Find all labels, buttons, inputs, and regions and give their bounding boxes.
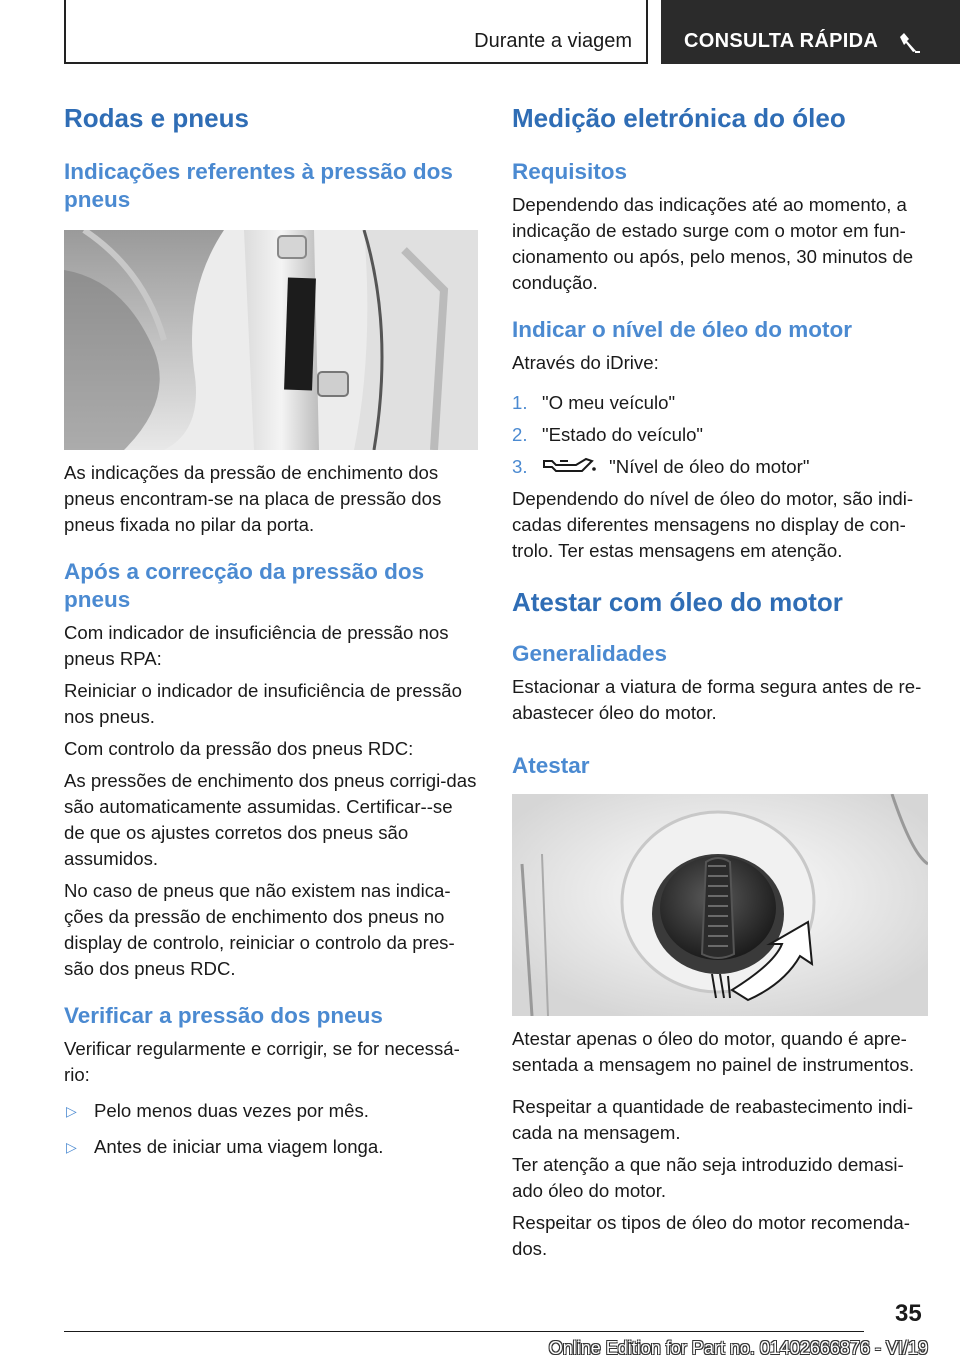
after-correction-p3: Com controlo da pressão dos pneus RDC: bbox=[64, 738, 414, 759]
footer-divider bbox=[64, 1331, 864, 1332]
heading-check-pressure: Verificar a pressão dos pneus bbox=[64, 1003, 383, 1028]
step-item bbox=[512, 422, 928, 448]
heading-after-correction: Após a correcção da pressão dos pneus bbox=[64, 559, 425, 612]
heading-oil-measurement: Medição eletrónica do óleo bbox=[512, 103, 846, 133]
oil-level-text: Dependendo do nível de óleo do motor, são indi-cadas diferentes mensagens no display de con-trolo. Ter estas mensagens em atenção. bbox=[512, 488, 914, 561]
triangle-bullet-icon: ▷ bbox=[66, 1103, 77, 1119]
quick-reference-icon bbox=[897, 30, 923, 56]
pressure-indications-text: As indicações da pressão de enchimento dos pneus encontram-se na placa de pressão dos pneus fixada no pilar da porta. bbox=[64, 462, 442, 535]
fill-p2: Respeitar a quantidade de reabastecimento indi-cada na mensagem. bbox=[512, 1096, 914, 1143]
step-number: 2. bbox=[512, 424, 528, 445]
heading-tyres: Rodas e pneus bbox=[64, 103, 249, 133]
page-number: 35 bbox=[895, 1300, 922, 1327]
after-correction-p2: Reiniciar o indicador de insuficiência de pressão nos pneus. bbox=[64, 680, 462, 727]
heading-requirements: Requisitos bbox=[512, 159, 628, 184]
oil-filler-cap-photo bbox=[512, 794, 928, 1016]
heading-general: Generalidades bbox=[512, 641, 668, 666]
oil-can-icon bbox=[542, 455, 598, 477]
heading-show-oil-level: Indicar o nível de óleo do motor bbox=[512, 317, 853, 342]
header-quick-reference-tab bbox=[661, 0, 960, 64]
fill-p4: Respeitar os tipos de óleo do motor recomenda-dos. bbox=[512, 1212, 910, 1259]
general-text: Estacionar a viatura de forma segura antes de re-abastecer óleo do motor. bbox=[512, 676, 922, 723]
heading-pressure-indications: Indicações referentes à pressão dos pneus bbox=[64, 159, 453, 212]
after-correction-p5: No caso de pneus que não existem nas indica-ções da pressão de enchimento dos pneus no display de controlo, reiniciar o controlo da pres-são dos pneus RDC. bbox=[64, 880, 455, 979]
header-quick-label: CONSULTA RÁPIDA bbox=[684, 30, 879, 52]
header-section-tab bbox=[64, 0, 648, 64]
door-pillar-photo bbox=[64, 230, 478, 450]
after-correction-p1: Com indicador de insuficiência de pressão nos pneus RPA: bbox=[64, 622, 449, 669]
right-column bbox=[512, 100, 928, 1262]
step-item bbox=[512, 454, 928, 480]
step-text: "Nível de óleo do motor" bbox=[609, 456, 810, 477]
step-number: 1. bbox=[512, 392, 528, 413]
fill-p3: Ter atenção a que não seja introduzido demasi-ado óleo do motor. bbox=[512, 1154, 904, 1201]
triangle-bullet-icon: ▷ bbox=[66, 1139, 77, 1155]
left-column bbox=[64, 100, 478, 1160]
heading-fill: Atestar bbox=[512, 753, 590, 778]
fill-p1: Atestar apenas o óleo do motor, quando é apre-sentada a mensagem no painel de instrumentos. bbox=[512, 1028, 915, 1075]
step-text: "Estado do veículo" bbox=[542, 424, 704, 445]
heading-top-up-oil: Atestar com óleo do motor bbox=[512, 587, 843, 617]
list-item bbox=[64, 1134, 478, 1160]
after-correction-p4: As pressões de enchimento dos pneus corrigi-das são automaticamente assumidas. Certificar--se de que os ajustes corretos dos pneus são assumidos. bbox=[64, 770, 477, 869]
step-number: 3. bbox=[512, 456, 528, 477]
header-section-label: Durante a viagem bbox=[474, 30, 632, 52]
check-pressure-text: Verificar regularmente e corrigir, se for necessá-rio: bbox=[64, 1038, 460, 1085]
step-item bbox=[512, 390, 928, 416]
online-edition-text: Online Edition for Part no. 01402666876 - VI/19 bbox=[548, 1338, 928, 1358]
step-text: "O meu veículo" bbox=[542, 392, 676, 413]
list-item-text: Pelo menos duas vezes por mês. bbox=[94, 1100, 369, 1121]
requirements-text: Dependendo das indicações até ao momento, a indicação de estado surge com o motor em fun-cionamento ou após, pelo menos, 30 minutos de condução. bbox=[512, 194, 914, 293]
list-item-text: Antes de iniciar uma viagem longa. bbox=[94, 1136, 384, 1157]
oil-level-intro: Através do iDrive: bbox=[512, 352, 659, 373]
list-item bbox=[64, 1098, 478, 1124]
